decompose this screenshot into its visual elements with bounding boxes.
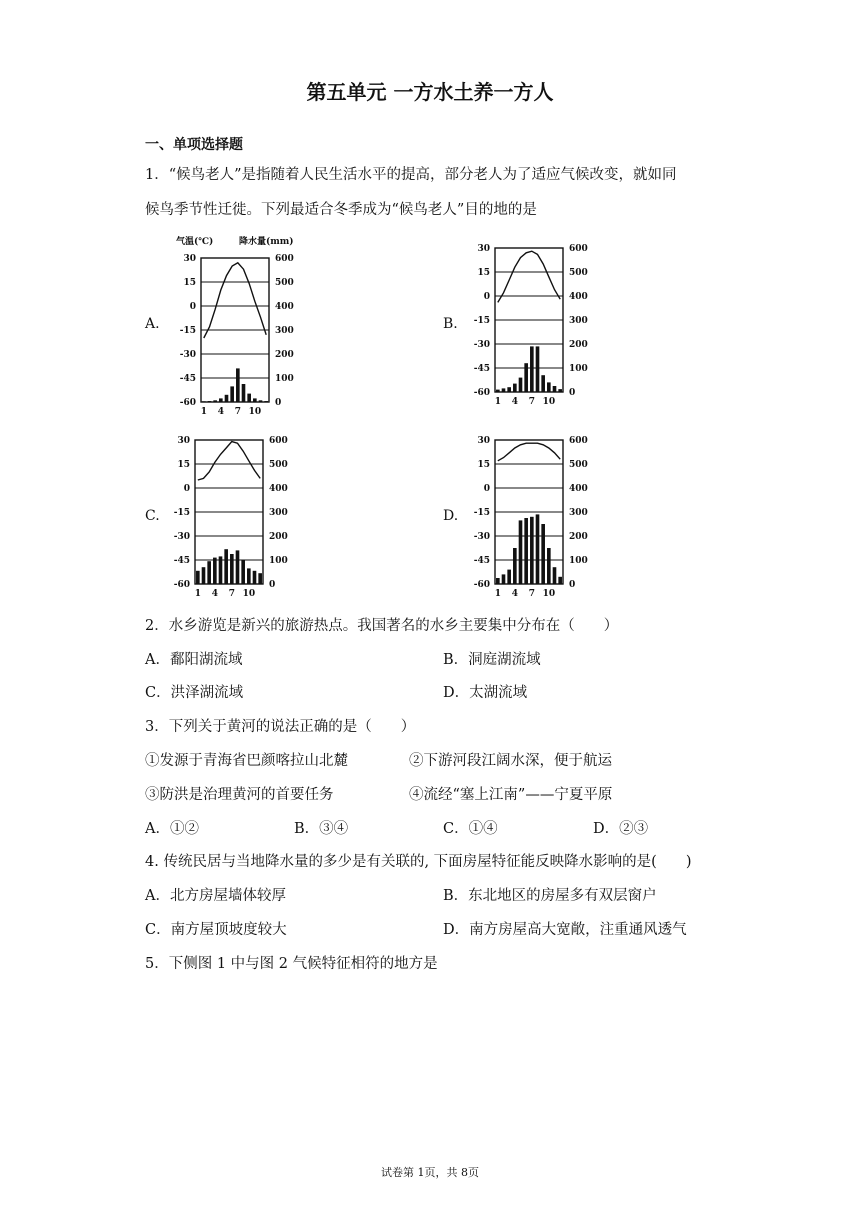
precip-tick-label: 400	[569, 292, 588, 302]
precip-tick-label: 300	[269, 508, 288, 518]
climate-chart-a	[170, 232, 340, 418]
q4-option-d[interactable]: D．南方房屋高大宽敞，注重通风透气	[443, 922, 687, 938]
temp-tick-label: 30	[183, 254, 196, 264]
precip-tick-label: 200	[275, 350, 294, 360]
temp-tick-label: -45	[173, 556, 190, 566]
temp-tick-label: 0	[483, 484, 490, 494]
precip-bar	[264, 401, 268, 402]
temp-tick-label: -60	[173, 580, 190, 590]
temp-tick-label: -15	[473, 316, 490, 326]
precip-bar	[524, 363, 528, 392]
climate-chart-c	[168, 432, 298, 598]
q3-option-b[interactable]: B．③④	[294, 821, 349, 837]
precip-tick-label: 500	[269, 460, 288, 470]
precip-bar	[496, 578, 500, 584]
precip-tick-label: 100	[569, 364, 588, 374]
precip-bar	[541, 524, 545, 584]
q3-option-c[interactable]: C．①④	[443, 821, 498, 837]
precip-tick-label: 200	[569, 340, 588, 350]
precip-bar	[536, 346, 540, 392]
temp-tick-label: -30	[173, 532, 190, 542]
precip-tick-label: 200	[269, 532, 288, 542]
precip-tick-label: 500	[275, 278, 294, 288]
month-tick-label: 10	[542, 397, 556, 407]
option-a-label: A.	[145, 316, 160, 332]
q2-option-d[interactable]: D．太湖流域	[443, 685, 528, 701]
precip-bar	[530, 346, 534, 392]
precip-tick-label: 600	[569, 436, 588, 446]
month-tick-label: 4	[511, 589, 518, 599]
q2-option-b[interactable]: B．洞庭湖流域	[443, 652, 541, 668]
temp-tick-label: -15	[173, 508, 190, 518]
precip-tick-label: 400	[269, 484, 288, 494]
precip-tick-label: 600	[275, 254, 294, 264]
temp-tick-label: 0	[183, 484, 190, 494]
precip-bar	[507, 387, 511, 392]
page-footer: 试卷第 1页，共 8页	[381, 1166, 479, 1179]
temp-tick-label: 15	[183, 278, 196, 288]
month-tick-label: 10	[242, 589, 256, 599]
temp-tick-label: 0	[483, 292, 490, 302]
month-tick-label: 10	[542, 589, 556, 599]
precip-bar	[219, 398, 223, 402]
precip-bar	[230, 386, 234, 402]
option-c-label: C.	[145, 508, 160, 524]
temp-tick-label: 30	[477, 436, 490, 446]
precip-bar	[202, 401, 206, 402]
temperature-line	[498, 443, 560, 461]
option-d-label: D.	[443, 508, 459, 524]
precip-bar	[507, 570, 511, 584]
precip-bar	[219, 556, 223, 584]
climate-chart-d	[468, 432, 598, 598]
precip-bar	[224, 549, 228, 584]
precip-bar	[536, 514, 540, 584]
precip-bar	[530, 517, 534, 584]
precip-bar	[207, 561, 211, 584]
temp-tick-label: 30	[477, 244, 490, 254]
precip-tick-label: 0	[269, 580, 276, 590]
q1-stem-line1: 1．“候鸟老人”是指随着人民生活水平的提高，部分老人为了适应气候改变，就如同	[145, 167, 677, 183]
month-tick-label: 7	[234, 407, 241, 417]
precip-tick-label: 500	[569, 460, 588, 470]
q5-stem: 5．下侧图 1 中与图 2 气候特征相符的地方是	[145, 956, 438, 972]
precip-bar	[524, 518, 528, 584]
month-tick-label: 4	[211, 589, 218, 599]
precip-bar	[225, 395, 229, 402]
temp-tick-label: -30	[179, 350, 196, 360]
month-tick-label: 1	[194, 589, 201, 599]
q1-stem-line2: 候鸟季节性迁徙。下列最适合冬季成为“候鸟老人”目的地的是	[145, 202, 537, 218]
temp-tick-label: 30	[177, 436, 190, 446]
temp-tick-label: -15	[179, 326, 196, 336]
precip-bar	[259, 400, 263, 402]
precip-tick-label: 500	[569, 268, 588, 278]
precip-bar	[253, 398, 257, 402]
q3-statement-3: ③防洪是治理黄河的首要任务	[145, 787, 334, 803]
precip-bar	[202, 567, 206, 584]
q2-option-c[interactable]: C．洪泽湖流域	[145, 685, 244, 701]
q4-option-b[interactable]: B．东北地区的房屋多有双层窗户	[443, 888, 657, 904]
precip-bar	[558, 577, 562, 584]
precip-bar	[541, 375, 545, 392]
precip-bar	[553, 567, 557, 584]
temp-tick-label: -30	[473, 340, 490, 350]
precip-bar	[230, 554, 234, 584]
q4-stem: 4. 传统民居与当地降水量的多少是有关联的, 下面房屋特征能反映降水影响的是( )	[145, 854, 692, 870]
precip-bar	[502, 574, 506, 584]
precip-tick-label: 600	[269, 436, 288, 446]
precip-bar	[258, 573, 262, 584]
precip-bar	[242, 384, 246, 402]
precip-bar	[241, 560, 245, 584]
temp-axis-title: 气温(℃)	[176, 237, 214, 247]
precip-bar	[553, 386, 557, 392]
temp-tick-label: -45	[473, 556, 490, 566]
temp-tick-label: -60	[473, 388, 490, 398]
precip-tick-label: 300	[275, 326, 294, 336]
precip-tick-label: 200	[569, 532, 588, 542]
q3-option-a[interactable]: A．①②	[145, 821, 199, 837]
month-tick-label: 1	[494, 397, 501, 407]
precip-tick-label: 300	[569, 316, 588, 326]
precip-bar	[513, 384, 517, 392]
month-tick-label: 1	[494, 589, 501, 599]
precip-tick-label: 100	[569, 556, 588, 566]
precip-tick-label: 0	[275, 398, 282, 408]
temp-tick-label: 15	[477, 268, 490, 278]
precip-tick-label: 0	[569, 388, 576, 398]
precip-bar	[247, 568, 251, 584]
option-b-label: B.	[443, 316, 458, 332]
climate-chart-b	[468, 240, 598, 406]
temp-tick-label: -60	[473, 580, 490, 590]
temp-tick-label: -45	[473, 364, 490, 374]
precip-bar	[247, 394, 251, 402]
section-heading: 一、单项选择题	[145, 137, 243, 153]
month-tick-label: 7	[228, 589, 235, 599]
temp-tick-label: 15	[177, 460, 190, 470]
precip-tick-label: 600	[569, 244, 588, 254]
temp-tick-label: -60	[179, 398, 196, 408]
q3-option-d[interactable]: D．②③	[593, 821, 649, 837]
month-tick-label: 10	[248, 407, 262, 417]
precip-bar	[196, 571, 200, 584]
precip-bar	[558, 389, 562, 392]
precip-tick-label: 0	[569, 580, 576, 590]
precip-tick-label: 400	[275, 302, 294, 312]
precip-bar	[513, 548, 517, 584]
precip-bar	[547, 548, 551, 584]
precip-bar	[519, 520, 523, 584]
precip-bar	[547, 382, 551, 392]
temperature-line	[204, 263, 266, 338]
month-tick-label: 4	[217, 407, 224, 417]
precip-bar	[208, 401, 212, 402]
month-tick-label: 4	[511, 397, 518, 407]
precip-bar	[236, 368, 240, 402]
month-tick-label: 7	[528, 397, 535, 407]
temp-tick-label: 0	[189, 302, 196, 312]
q3-stem: 3．下列关于黄河的说法正确的是（ ）	[145, 719, 416, 735]
precip-bar	[519, 378, 523, 392]
precip-axis-title: 降水量(mm)	[239, 237, 294, 247]
precip-tick-label: 100	[275, 374, 294, 384]
precip-bar	[253, 571, 257, 584]
q3-statement-2: ②下游河段江阔水深，便于航运	[409, 753, 612, 769]
precip-tick-label: 100	[269, 556, 288, 566]
page-title: 第五单元 一方水土养一方人	[306, 80, 554, 104]
temp-tick-label: -30	[473, 532, 490, 542]
q2-option-a[interactable]: A．鄱阳湖流域	[145, 652, 243, 668]
precip-bar	[213, 400, 217, 402]
q2-stem: 2．水乡游览是新兴的旅游热点。我国著名的水乡主要集中分布在（ ）	[145, 618, 619, 634]
temp-tick-label: 15	[477, 460, 490, 470]
temperature-line	[198, 442, 260, 480]
precip-tick-label: 400	[569, 484, 588, 494]
q4-option-a[interactable]: A．北方房屋墙体较厚	[145, 888, 286, 904]
month-tick-label: 7	[528, 589, 535, 599]
temp-tick-label: -15	[473, 508, 490, 518]
temp-tick-label: -45	[179, 374, 196, 384]
q3-statement-1: ①发源于青海省巴颜喀拉山北麓	[145, 753, 348, 769]
q4-option-c[interactable]: C．南方屋顶坡度较大	[145, 922, 287, 938]
precip-bar	[502, 388, 506, 392]
precip-bar	[496, 390, 500, 392]
temperature-line	[498, 251, 560, 302]
precip-tick-label: 300	[569, 508, 588, 518]
precip-bar	[213, 558, 217, 584]
precip-bar	[236, 550, 240, 584]
q3-statement-4: ④流经“塞上江南”——宁夏平原	[409, 787, 613, 803]
month-tick-label: 1	[200, 407, 207, 417]
